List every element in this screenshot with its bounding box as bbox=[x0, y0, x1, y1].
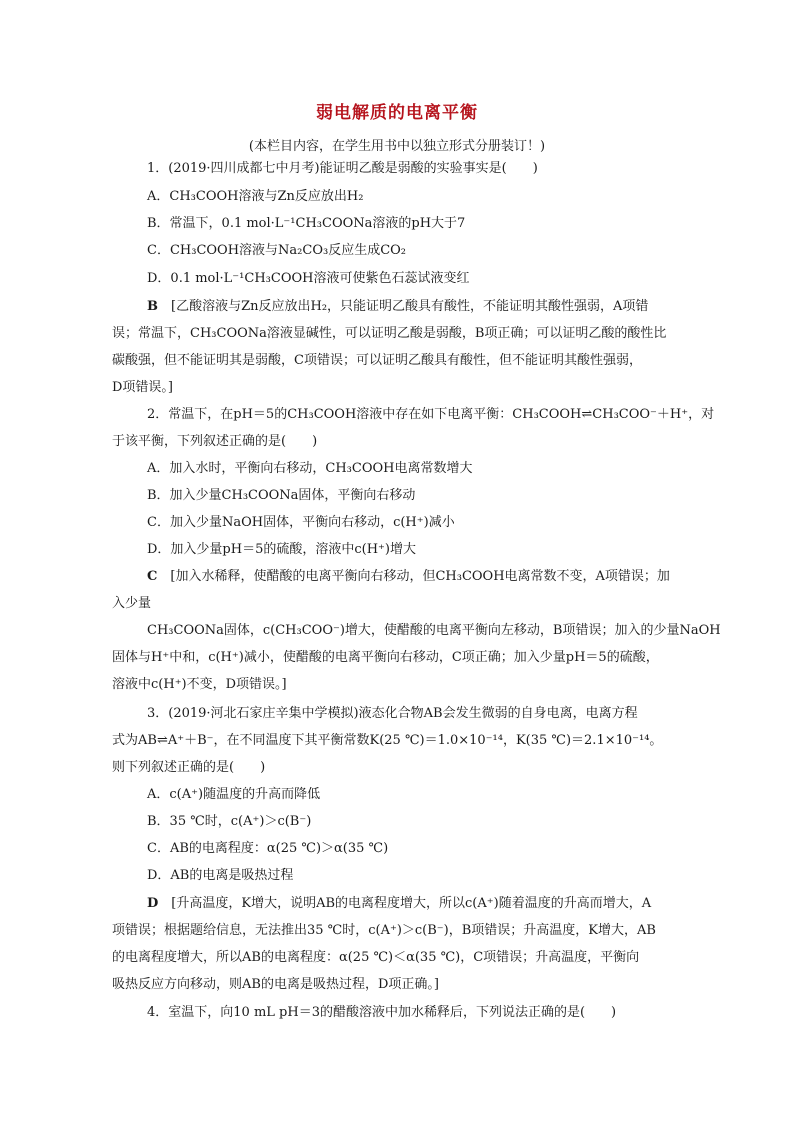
binding-note: (本栏目内容，在学生用书中以独立形式分册装订！) bbox=[248, 139, 546, 154]
q1-answer-line-4: D项错误。] bbox=[112, 380, 173, 395]
q3-stem-line-2: 式为AB⇌A⁺＋B⁻，在不同温度下其平衡常数K(25 ℃)＝1.0×10⁻¹⁴，K(35 ℃)＝2.1×10⁻¹⁴。 bbox=[112, 733, 663, 748]
q3-answer-line-2: 项错误；根据题给信息，无法推出35 ℃时，c(A⁺)＞c(B⁻)，B项错误；升高温度，K增大，AB bbox=[112, 923, 656, 938]
q3-answer-line-3: 的电离程度增大，所以AB的电离程度：α(25 ℃)＜α(35 ℃)，C项错误；升高温度，平衡向 bbox=[112, 950, 640, 965]
q2-option-d: D．加入少量pH＝5的硫酸，溶液中c(H⁺)增大 bbox=[147, 542, 416, 557]
q2-answer-key: C bbox=[147, 569, 158, 584]
q1-answer-line-2: 误；常温下，CH₃COONa溶液显碱性，可以证明乙酸是弱酸，B项正确；可以证明乙酸的酸性比 bbox=[112, 326, 667, 341]
q1-option-b: B．常温下，0.1 mol·L⁻¹CH₃COONa溶液的pH大于7 bbox=[147, 216, 466, 231]
q1-answer-line-1: B [乙酸溶液与Zn反应放出H₂，只能证明乙酸具有酸性，不能证明其酸性强弱，A项错 bbox=[147, 299, 649, 314]
q2-stem-line-1: 2．常温下，在pH＝5的CH₃COOH溶液中存在如下电离平衡：CH₃COOH⇌CH₃COO⁻＋H⁺，对 bbox=[147, 407, 715, 422]
q2-answer-line-4: 固体与H⁺中和，c(H⁺)减小，使醋酸的电离平衡向右移动，C项正确；加入少量pH＝5的硫酸， bbox=[112, 650, 659, 665]
q2-option-a: A．加入水时，平衡向右移动，CH₃COOH电离常数增大 bbox=[147, 461, 473, 476]
q3-option-d: D．AB的电离是吸热过程 bbox=[147, 868, 294, 883]
q3-option-c: C．AB的电离程度：α(25 ℃)＞α(35 ℃) bbox=[147, 841, 389, 856]
q1-answer-key: B bbox=[147, 299, 158, 314]
q2-answer-line-5: 溶液中c(H⁺)不变，D项错误。] bbox=[112, 677, 287, 692]
q2-answer-line-1: C [加入水稀释，使醋酸的电离平衡向右移动，但CH₃COOH电离常数不变，A项错误；加 bbox=[147, 569, 670, 584]
q2-answer-line-3: CH₃COONa固体，c(CH₃COO⁻)增大，使醋酸的电离平衡向左移动，B项错误；加入的少量NaOH bbox=[147, 623, 721, 638]
q3-answer-line-1: D [升高温度，K增大，说明AB的电离程度增大，所以c(A⁺)随着温度的升高而增大，A bbox=[147, 896, 652, 911]
q3-option-b: B．35 ℃时，c(A⁺)＞c(B⁻) bbox=[147, 814, 312, 829]
q3-option-a: A．c(A⁺)随温度的升高而降低 bbox=[147, 787, 321, 802]
q3-stem-line-3: 则下列叙述正确的是( ) bbox=[112, 760, 266, 775]
q4-stem: 4．室温下，向10 mL pH＝3的醋酸溶液中加水稀释后，下列说法正确的是( ) bbox=[147, 1005, 617, 1020]
q1-answer-line-3: 碳酸强，但不能证明其是弱酸，C项错误；可以证明乙酸具有酸性，但不能证明其酸性强弱， bbox=[112, 353, 642, 368]
q2-stem-line-2: 于该平衡，下列叙述正确的是( ) bbox=[112, 434, 318, 449]
q3-answer-line-4: 吸热反应方向移动，则AB的电离是吸热过程，D项正确。] bbox=[112, 977, 439, 992]
q3-answer-key: D bbox=[147, 896, 159, 911]
q3-stem-line-1: 3．(2019·河北石家庄辛集中学模拟)液态化合物AB会发生微弱的自身电离，电离方程 bbox=[147, 706, 638, 721]
q2-option-b: B．加入少量CH₃COONa固体，平衡向右移动 bbox=[147, 488, 416, 503]
q2-answer-line-2: 入少量 bbox=[112, 596, 152, 611]
page-title: 弱电解质的电离平衡 bbox=[316, 103, 478, 123]
q1-option-a: A．CH₃COOH溶液与Zn反应放出H₂ bbox=[147, 189, 364, 204]
q1-stem: 1．(2019·四川成都七中月考)能证明乙酸是弱酸的实验事实是( ) bbox=[147, 161, 538, 176]
q2-option-c: C．加入少量NaOH固体，平衡向右移动，c(H⁺)减小 bbox=[147, 515, 455, 530]
q1-option-c: C．CH₃COOH溶液与Na₂CO₃反应生成CO₂ bbox=[147, 243, 407, 258]
q1-option-d: D．0.1 mol·L⁻¹CH₃COOH溶液可使紫色石蕊试液变红 bbox=[147, 271, 470, 286]
